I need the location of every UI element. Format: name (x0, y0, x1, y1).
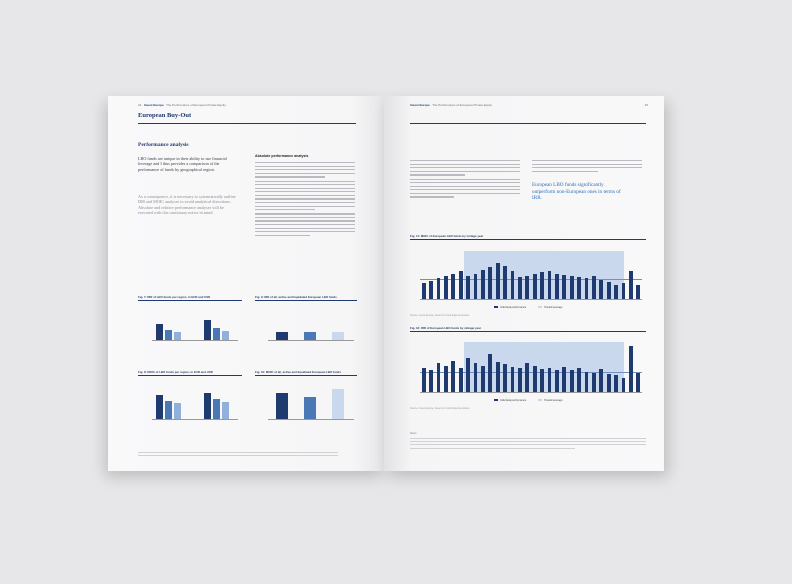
bar (518, 368, 522, 392)
bar (525, 276, 529, 299)
bar (444, 276, 448, 299)
footnotes (410, 438, 646, 451)
chart-legend (494, 399, 562, 402)
fig9-chart (268, 310, 354, 341)
bar (332, 332, 344, 340)
bar (466, 358, 470, 392)
bar (165, 401, 172, 419)
left-running-head: 24 Invest Europe The Performance of European Private Equity (138, 103, 226, 107)
bar (570, 370, 574, 392)
bar (533, 274, 537, 299)
body-text-block (532, 160, 642, 174)
section-heading: Performance analysis (138, 142, 189, 148)
bar (444, 366, 448, 392)
bar (496, 263, 500, 299)
figure-rule (138, 375, 242, 376)
bar (156, 324, 163, 340)
bar (429, 281, 433, 299)
bar (474, 363, 478, 392)
footnotes (138, 452, 338, 458)
body-text-block (255, 162, 355, 238)
figure-source: Source: Invest Europe, based on Cambridge Associates (410, 314, 470, 317)
bar (629, 271, 633, 299)
bar (636, 285, 640, 299)
figure-rule (138, 300, 242, 301)
bar (222, 402, 229, 419)
bar (540, 369, 544, 392)
bar (304, 397, 316, 419)
open-book-spread (108, 96, 664, 471)
fig12-chart (420, 342, 642, 393)
bar (481, 366, 485, 392)
bar (488, 354, 492, 392)
right-running-head: Invest Europe The Performance of European Private Equity (410, 103, 492, 107)
figure-rule (410, 331, 646, 332)
bar (629, 346, 633, 392)
legend-item: Individual performance (494, 399, 526, 402)
bar (614, 285, 618, 299)
intro-paragraph-2: As a consequence, it is necessary to systematically outline IRR and MOIC analyses to avoid analytical distortions. Absolute and relative performance analyses will be executed with this cautionary notice in mind. (138, 194, 236, 216)
bar (592, 373, 596, 392)
bar (585, 278, 589, 299)
bar (451, 274, 455, 299)
bar (222, 331, 229, 340)
bar (204, 393, 211, 419)
left-page (108, 96, 384, 471)
bar (156, 395, 163, 419)
chart-legend (494, 306, 562, 309)
bar (607, 374, 611, 392)
notes-label: Notes (410, 432, 417, 435)
page-title: European Buy-Out (138, 112, 192, 119)
bar (422, 283, 426, 299)
subsection-heading: Absolute performance analysis (255, 154, 309, 158)
title-rule (410, 123, 646, 124)
bar (437, 363, 441, 392)
bar (503, 266, 507, 299)
figure-caption: Fig. 9: IRR of all, active and liquidated European LBO funds (255, 295, 337, 299)
bar (503, 364, 507, 392)
bar (488, 267, 492, 299)
figure-caption: Fig. 8: MOIC of LBO funds per region, in EUR and USD (138, 370, 213, 374)
figure-rule (255, 300, 357, 301)
bar (459, 271, 463, 299)
bar (204, 320, 211, 340)
bar (332, 389, 344, 419)
bar (570, 276, 574, 299)
figure-caption: Fig. 10: MOIC of all, active and liquidated European LBO funds (255, 370, 341, 374)
bar (562, 275, 566, 299)
fig11-chart (420, 251, 642, 300)
bar (511, 271, 515, 299)
figure-source: Source: Invest Europe, based on Cambridge Associates (410, 407, 470, 410)
legend-item: Pooled average (538, 399, 562, 402)
fig7-chart (152, 310, 238, 341)
bar (599, 280, 603, 299)
bar (636, 373, 640, 392)
bar (585, 372, 589, 392)
figure-caption: Fig. 7: IRR of LBO funds per region, in EUR and USD (138, 295, 211, 299)
bar (518, 277, 522, 299)
bar (422, 368, 426, 392)
bar (451, 361, 455, 392)
page-number: 25 (644, 103, 648, 107)
fig10-chart (268, 385, 354, 420)
bar (481, 270, 485, 299)
legend-item: Individual performance (494, 306, 526, 309)
bar (474, 274, 478, 299)
bar (525, 363, 529, 392)
bar (614, 375, 618, 392)
figure-rule (410, 239, 646, 240)
body-text-block (410, 160, 520, 200)
right-page (384, 96, 664, 471)
intro-paragraph: LBO funds are unique in their ability to use financial leverage and I thus provides a comparison of the performance of funds by geographical region. (138, 156, 227, 172)
figure-caption: Fig. 11: MOIC of European LBO funds by vintage year (410, 234, 484, 238)
bar (592, 276, 596, 299)
title-rule (138, 123, 356, 124)
bar (304, 332, 316, 340)
bar (165, 330, 172, 340)
fig8-chart (152, 385, 238, 420)
bar (429, 370, 433, 392)
bar (577, 277, 581, 299)
bar (622, 283, 626, 299)
bar (276, 332, 288, 340)
bar (562, 367, 566, 392)
bar (599, 369, 603, 392)
bar (437, 278, 441, 299)
bar (276, 393, 288, 419)
bar (213, 399, 220, 419)
bar (213, 328, 220, 340)
bar (607, 282, 611, 299)
bar (496, 362, 500, 392)
bar (174, 332, 181, 340)
bar (622, 378, 626, 392)
bar (555, 370, 559, 392)
bar (548, 271, 552, 299)
legend-item: Pooled average (538, 306, 562, 309)
bar (533, 366, 537, 392)
pull-quote: European LBO funds significantly outperform non-European ones in terms of IRR. (532, 182, 621, 202)
figure-caption: Fig. 12: IRR of European LBO funds by vintage year (410, 326, 481, 330)
bar (174, 403, 181, 419)
bar (511, 367, 515, 392)
bar (466, 276, 470, 299)
bar (459, 368, 463, 392)
figure-rule (255, 375, 357, 376)
bar (577, 368, 581, 392)
bar (555, 274, 559, 299)
bar (548, 368, 552, 392)
bar (540, 272, 544, 299)
